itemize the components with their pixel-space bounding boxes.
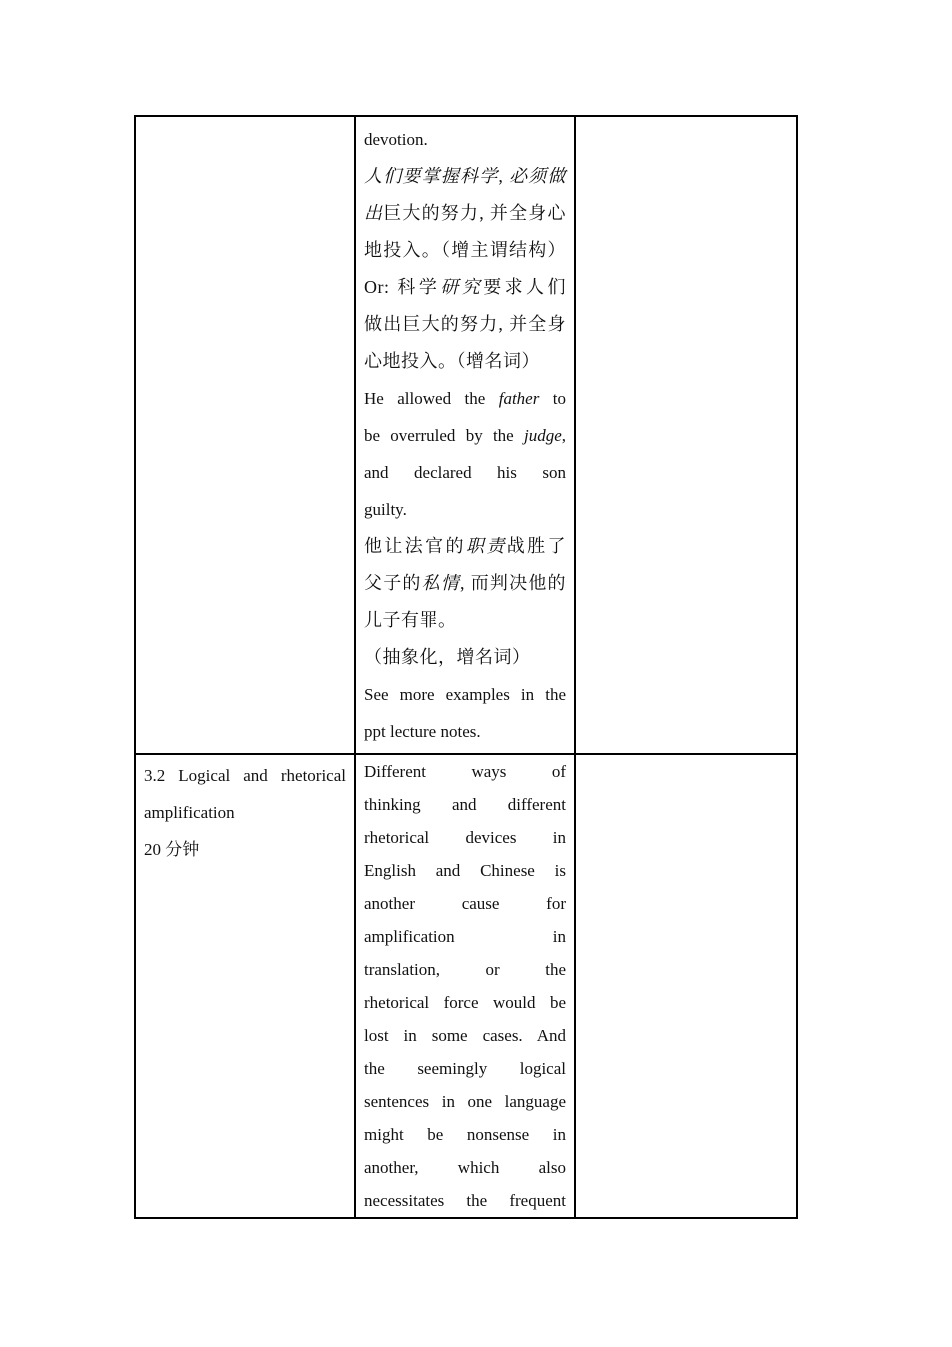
text-line: be overruled by the judge, (364, 426, 566, 445)
text-line: lost in some cases. And (364, 1026, 566, 1045)
text-line: 人们要掌握科学, 必须做 (364, 166, 567, 186)
text-line: 父子的私情, 而判决他的 (364, 573, 567, 593)
text-line: ppt lecture notes. (364, 722, 481, 741)
table-row (135, 116, 797, 754)
text-line: He allowed the father to (364, 389, 566, 408)
content-cell (355, 116, 575, 754)
notes-cell-empty (575, 754, 797, 1218)
text-line: 做出巨大的努力, 并全身 (364, 314, 566, 334)
text-line: 儿子有罪。 (364, 610, 457, 630)
text-line: amplification in (364, 927, 566, 946)
text-line: another cause for (364, 894, 566, 913)
topic-cell-empty (135, 116, 355, 754)
notes-cell-empty (575, 116, 797, 754)
content-cell (355, 754, 575, 1218)
lesson-plan-table (134, 115, 798, 1219)
text-line: 出巨大的努力, 并全身心 (364, 203, 567, 223)
text-line: might be nonsense in (364, 1125, 566, 1144)
table-row (135, 754, 797, 1218)
text-line: See more examples in the (364, 685, 566, 704)
text-line: another, which also (364, 1158, 566, 1177)
topic-cell (135, 754, 355, 1218)
text-line: Different ways of (364, 762, 566, 781)
text-line: Or: 科学研究要求人们 (364, 277, 566, 297)
text-line: and declared his son (364, 463, 566, 482)
duration-label: 20 分钟 (144, 840, 200, 859)
text-line: devotion. (364, 130, 428, 149)
text-line: （抽象化，增名词） (364, 647, 531, 667)
text-line: English and Chinese is (364, 861, 566, 880)
text-line: necessitates the frequent (364, 1191, 566, 1210)
text-line: 他让法官的职责战胜了 (364, 536, 567, 556)
text-line: 心地投入。（增名词） (364, 351, 540, 371)
text-line: thinking and different (364, 795, 566, 814)
text-line: 地投入。（增主谓结构） (364, 240, 566, 260)
text-line: rhetorical force would be (364, 993, 566, 1012)
section-heading: 3.2 Logical and rhetorical (144, 766, 346, 785)
text-line: the seemingly logical (364, 1059, 566, 1078)
text-line: guilty. (364, 500, 407, 519)
text-line: rhetorical devices in (364, 828, 566, 847)
text-line: translation, or the (364, 960, 566, 979)
text-line: sentences in one language (364, 1092, 566, 1111)
section-heading-cont: amplification (144, 803, 235, 822)
